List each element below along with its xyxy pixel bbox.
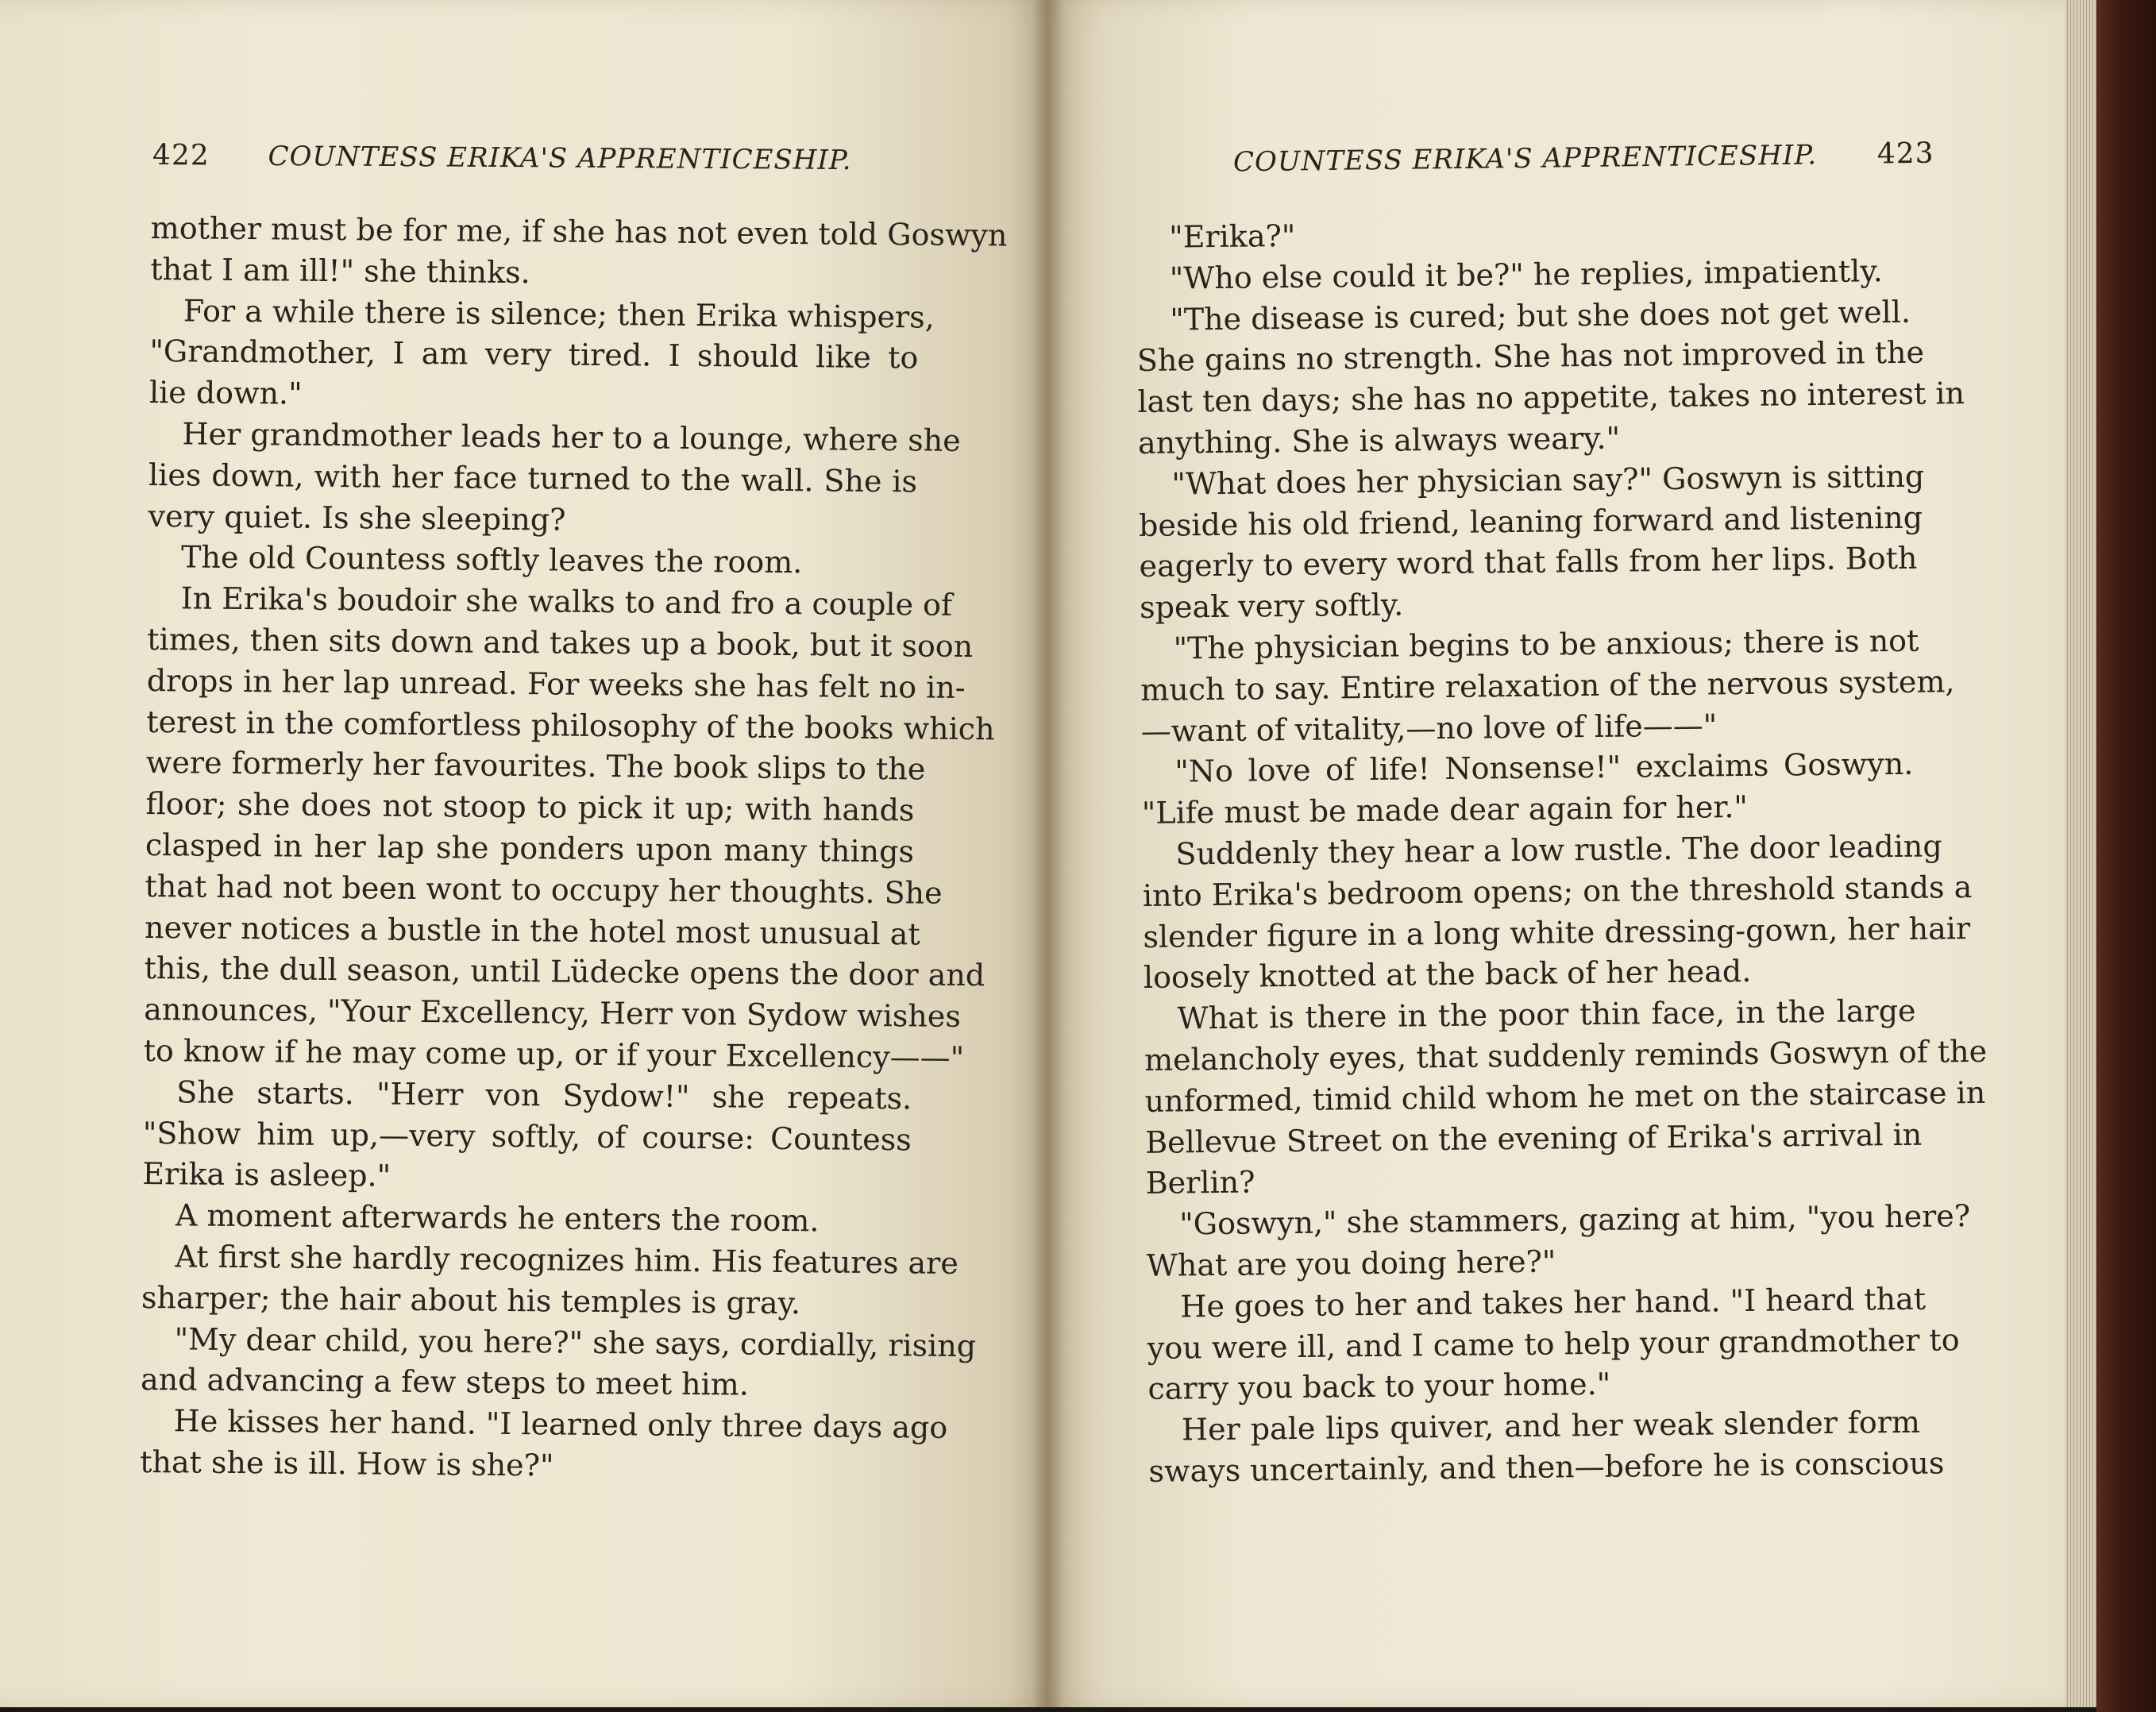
- text-line: The old Countess softly leaves the room.: [180, 539, 803, 580]
- paragraph: [142, 1072, 912, 1202]
- text-line: speak very softly.: [1139, 587, 1404, 626]
- left-page-number: 422: [152, 138, 210, 172]
- text-line: She gains no strength. She has not improved in the: [1136, 335, 1925, 379]
- text-line: Bellevue Street on the evening of Erika's arrival in: [1144, 1116, 1923, 1160]
- text-line: to know if he may come up, or if your Excellency——": [143, 1032, 965, 1075]
- paragraph: [141, 1236, 959, 1325]
- text-line: Berlin?: [1145, 1164, 1255, 1201]
- paragraph: [1138, 457, 1925, 629]
- text-line: sways uncertainly, and then—before he is conscious: [1148, 1445, 1945, 1489]
- paragraph: [1142, 827, 1973, 999]
- paragraph: [1147, 1278, 1960, 1410]
- text-line: He goes to her and takes her hand. "I heard that: [1180, 1281, 1927, 1324]
- text-line: mother must be for me, if she has not even told Goswyn: [150, 210, 1008, 253]
- text-line: into Erika's bedroom opens; on the threshold stands a: [1142, 869, 1973, 913]
- text-line: "Life must be made dear again for her.": [1141, 789, 1749, 831]
- text-line: unformed, timid child whom he met on the staircase in: [1144, 1074, 1986, 1119]
- book-gutter: [1032, 0, 1064, 1707]
- text-line: What is there in the poor thin face, in the large: [1177, 993, 1916, 1036]
- text-line: Her pale lips quiver, and her weak slender form: [1181, 1404, 1921, 1448]
- text-line: —want of vitality,—no love of life——": [1140, 707, 1718, 749]
- text-line: clasped in her lap she ponders upon many things: [145, 827, 915, 869]
- text-line: last ten days; she has no appetite, takes no interest in: [1137, 376, 1965, 420]
- text-line: "Goswyn," she stammers, gazing at him, "you here?: [1179, 1198, 1971, 1242]
- text-line: that I am ill!" she thinks.: [150, 251, 530, 290]
- text-line: "Who else could it be?" he replies, impatiently.: [1169, 253, 1884, 296]
- paragraph: [1144, 991, 1988, 1205]
- text-line: melancholy eyes, that suddenly reminds Goswyn of the: [1144, 1033, 1988, 1078]
- paragraph: [1148, 1402, 1945, 1493]
- left-running-head-title: COUNTESS ERIKA'S APPRENTICESHIP.: [268, 140, 852, 177]
- text-line: floor; she does not stoop to pick it up; with hands: [145, 786, 915, 828]
- text-line: and advancing a few steps to meet him.: [140, 1362, 750, 1402]
- text-line: What are you doing here?": [1146, 1244, 1556, 1283]
- text-line: never notices a bustle in the hotel most unusual at: [144, 909, 920, 952]
- text-line: very quiet. Is she sleeping?: [148, 498, 566, 538]
- text-line: anything. She is always weary.": [1137, 420, 1621, 461]
- right-running-head-title: COUNTESS ERIKA'S APPRENTICESHIP.: [1232, 139, 1818, 179]
- text-line: "Erika?": [1169, 218, 1296, 255]
- paragraph: [142, 1195, 911, 1243]
- text-line: "The disease is cured; but she does not get well.: [1170, 294, 1911, 337]
- text-line: times, then sits down and takes up a book, but it soon: [147, 621, 974, 665]
- text-line: "Grandmother, I am very tired. I should like to: [149, 334, 919, 376]
- text-line: beside his old friend, leaning forward and listening: [1138, 499, 1923, 543]
- paragraph: [1136, 251, 1908, 300]
- text-line: She starts. "Herr von Sydow!" she repeats.: [176, 1074, 912, 1116]
- text-line: much to say. Entire relaxation of the nervous system,: [1140, 663, 1955, 708]
- paragraph: [1136, 291, 1965, 464]
- text-line: "Show him up,—very softly, of course: Countess: [142, 1115, 912, 1157]
- right-body-text: [1136, 210, 1988, 1493]
- text-line: He kisses her hand. "I learned only three days ago: [173, 1403, 948, 1445]
- text-line: At first she hardly recognizes him. His features are: [175, 1239, 959, 1281]
- text-line: this, the dull season, until Lüdecke opens the door and: [144, 950, 985, 993]
- text-line: "My dear child, you here?" she says, cordially, rising: [174, 1321, 977, 1363]
- text-line: Her grandmother leads her to a lounge, where she: [182, 416, 961, 458]
- left-body-text: [140, 208, 1008, 1490]
- text-line: that had not been wont to occupy her thoughts. She: [145, 868, 943, 911]
- text-line: slender figure in a long white dressing-gown, her hair: [1143, 910, 1971, 954]
- paragraph: [148, 414, 961, 544]
- paragraph: [140, 1401, 948, 1490]
- text-line: sharper; the hair about his temples is gray.: [141, 1279, 801, 1321]
- left-page: [0, 0, 1048, 1707]
- text-line: were formerly her favourites. The book slips to the: [145, 745, 926, 787]
- text-line: that she is ill. How is she?": [140, 1444, 554, 1483]
- text-line: "The physician begins to be anxious; there is not: [1173, 623, 1919, 666]
- text-line: A moment afterwards he enters the room.: [175, 1197, 820, 1239]
- book-cover-edge: [2096, 0, 2156, 1712]
- paragraph: [140, 1318, 977, 1407]
- text-line: For a while there is silence; then Erika whispers,: [183, 292, 935, 335]
- text-line: eagerly to every word that falls from her lips. Both: [1139, 541, 1918, 584]
- paragraph: [1140, 621, 1955, 753]
- paragraph: [1146, 1197, 1971, 1287]
- right-running-header: [1233, 137, 1934, 179]
- paragraph: [150, 208, 1008, 297]
- right-page: [1048, 0, 2081, 1707]
- paragraph: [148, 537, 916, 584]
- text-line: announces, "Your Excellency, Herr von Sydow wishes: [144, 992, 962, 1035]
- text-line: "No love of life! Nonsense!" exclaims Goswyn.: [1174, 746, 1914, 789]
- left-running-header: [152, 139, 852, 176]
- text-line: lies down, with her face turned to the wall. She is: [148, 457, 918, 499]
- text-line: loosely knotted at the back of her head.: [1143, 954, 1752, 996]
- paragraph: [1141, 744, 1914, 835]
- text-line: In Erika's boudoir she walks to and fro a couple of: [180, 580, 953, 623]
- text-line: terest in the comfortless philosophy of the books which: [146, 704, 995, 746]
- paragraph: [148, 291, 935, 421]
- text-line: lie down.": [148, 375, 303, 411]
- right-page-number: 423: [1876, 137, 1934, 171]
- text-line: you were ill, and I came to help your grandmother to: [1147, 1321, 1960, 1366]
- text-line: "What does her physician say?" Goswyn is sitting: [1171, 458, 1925, 502]
- paragraph: [143, 578, 995, 1078]
- text-line: Suddenly they hear a low rustle. The door leading: [1175, 828, 1942, 872]
- text-line: Erika is asleep.": [142, 1156, 391, 1194]
- text-line: drops in her lap unread. For weeks she has felt no in-: [146, 662, 966, 705]
- text-line: carry you back to your home.": [1147, 1367, 1611, 1407]
